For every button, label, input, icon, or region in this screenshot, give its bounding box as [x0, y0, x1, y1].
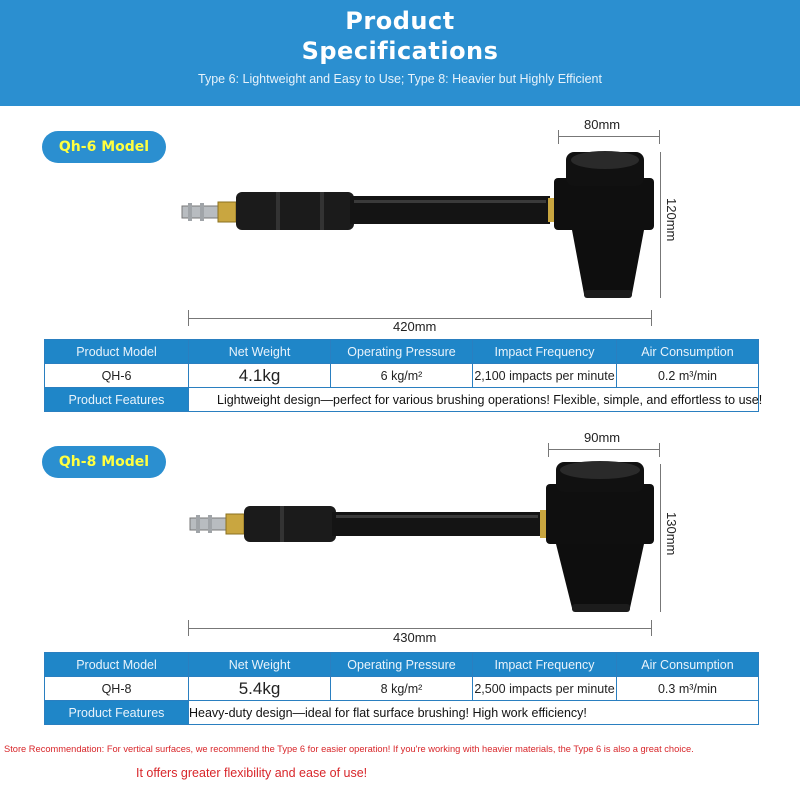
qh8-table-value-row	[45, 677, 759, 701]
qh6-width-tick-right	[659, 130, 660, 144]
qh6-frequency-value: 2,100 impacts per minute	[473, 364, 617, 388]
model-pill-qh6: Qh-6 Model	[42, 131, 166, 163]
qh6-features-label: Product Features	[45, 388, 189, 412]
qh8-spec-table	[44, 652, 759, 725]
qh8-frequency-value: 2,500 impacts per minute	[473, 677, 617, 701]
qh6-table-header-row	[45, 340, 759, 364]
qh6-tool-image	[180, 148, 660, 308]
qh6-table-features-row	[45, 388, 759, 412]
qh6-col-weight: Net Weight	[189, 340, 331, 364]
qh8-air-value: 0.3 m³/min	[617, 677, 759, 701]
qh6-col-pressure: Operating Pressure	[331, 340, 473, 364]
qh8-col-frequency: Impact Frequency	[473, 653, 617, 677]
qh8-length-line	[188, 628, 652, 629]
qh8-width-tick-left	[548, 443, 549, 457]
qh6-air-value: 0.2 m³/min	[617, 364, 759, 388]
store-recommendation-note: Store Recommendation: For vertical surfaces, we recommend the Type 6 for easier operation! If you're working with heavier materials, the Type 6 is also a great choice.	[4, 744, 694, 754]
title-line-2: Specifications	[301, 37, 499, 65]
qh6-length-tick-right	[651, 310, 652, 326]
qh6-width-tick-left	[558, 130, 559, 144]
qh8-table-features-row	[45, 701, 759, 725]
qh6-col-model: Product Model	[45, 340, 189, 364]
qh6-pressure-value: 6 kg/m²	[331, 364, 473, 388]
qh6-length-label: 420mm	[393, 319, 437, 334]
qh8-col-pressure: Operating Pressure	[331, 653, 473, 677]
qh8-width-label: 90mm	[584, 430, 621, 445]
header-banner	[0, 0, 800, 106]
store-recommendation-note-2: It offers greater flexibility and ease of use!	[136, 766, 368, 780]
qh8-length-tick-right	[651, 620, 652, 636]
qh6-length-tick-left	[188, 310, 189, 326]
qh6-model-value: QH-6	[45, 364, 189, 388]
qh8-width-line	[548, 449, 660, 450]
qh6-table-value-row	[45, 364, 759, 388]
qh8-features-label: Product Features	[45, 701, 189, 725]
qh8-col-model: Product Model	[45, 653, 189, 677]
title-line-1: Product	[345, 7, 455, 35]
qh8-col-weight: Net Weight	[189, 653, 331, 677]
qh6-weight-value: 4.1kg	[189, 364, 331, 388]
qh8-height-line	[660, 464, 661, 612]
qh8-model-value: QH-8	[45, 677, 189, 701]
qh6-spec-table	[44, 339, 763, 412]
qh6-width-label: 80mm	[584, 117, 621, 132]
qh6-col-frequency: Impact Frequency	[473, 340, 617, 364]
page-subtitle: Type 6: Lightweight and Easy to Use; Type 8: Heavier but Highly Efficient	[198, 72, 602, 86]
model-pill-qh8: Qh-8 Model	[42, 446, 166, 478]
qh8-table-header-row	[45, 653, 759, 677]
qh8-height-label: 130mm	[664, 512, 679, 556]
qh6-height-label: 120mm	[664, 198, 679, 242]
page-title	[0, 6, 800, 66]
qh8-width-tick-right	[659, 443, 660, 457]
qh6-width-line	[558, 136, 660, 137]
qh8-pressure-value: 8 kg/m²	[331, 677, 473, 701]
qh8-features-text: Heavy-duty design—ideal for flat surface brushing! High work efficiency!	[189, 701, 759, 725]
qh6-features-text: Lightweight design—perfect for various brushing operations! Flexible, simple, and effortless to use!	[189, 388, 759, 412]
qh6-col-air: Air Consumption	[617, 340, 759, 364]
qh6-height-line	[660, 152, 661, 298]
qh8-length-tick-left	[188, 620, 189, 636]
qh8-length-label: 430mm	[393, 630, 437, 645]
qh8-col-air: Air Consumption	[617, 653, 759, 677]
qh8-weight-value: 5.4kg	[189, 677, 331, 701]
qh8-tool-image	[180, 460, 660, 620]
